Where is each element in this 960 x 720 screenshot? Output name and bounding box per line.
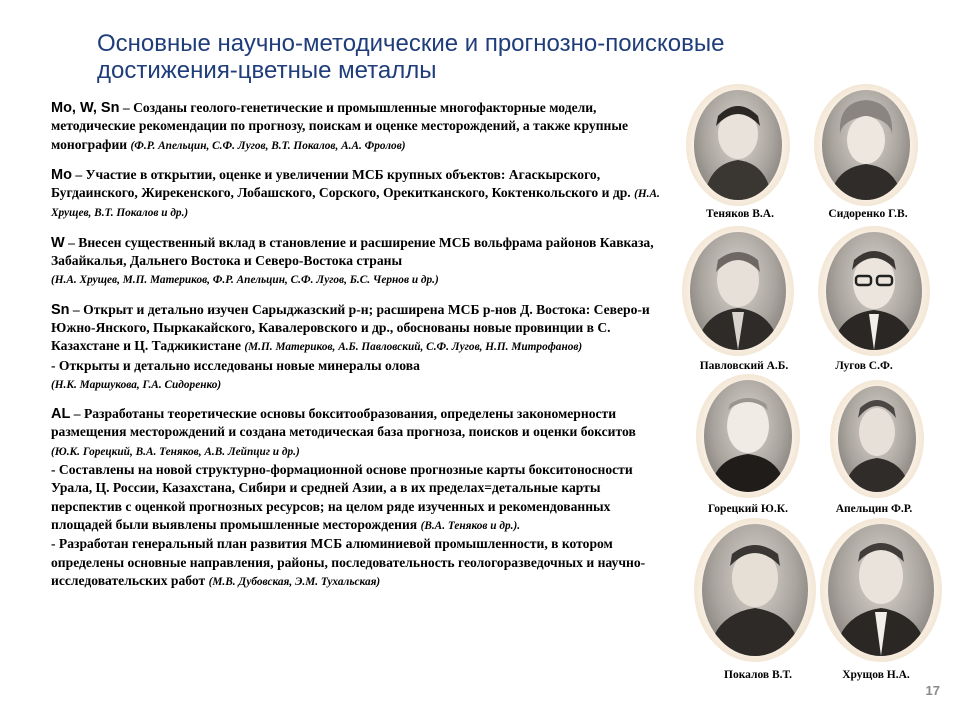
portrait-caption: Лугов С.Ф.: [835, 360, 893, 372]
block-text: – Открыт и детально изучен Сарыджазский р-н; расширена МСБ р-нов Д. Востока: Северо-и Южно-Янского, Пыркакайского, Кавалеровского и др., обоснованы новые провинции в С. Казахстане и Ц. Таджикистане: [51, 301, 650, 354]
block-tag: Mo, W, Sn: [51, 100, 120, 116]
content-area: [51, 99, 673, 602]
block-mo: [51, 166, 673, 223]
block-authors: (Ф.Р. Апельцин, С.Ф. Лугов, В.Т. Покалов, А.А. Фролов): [130, 139, 406, 152]
portrait-photo: [838, 386, 916, 492]
block-authors-2: (Н.К. Маршукова, Г.А. Сидоренко): [51, 378, 222, 391]
portrait-photo: [822, 90, 910, 200]
block-authors-2: (В.А. Теняков и др.).: [420, 519, 521, 532]
block-authors-3: (М.В. Дубовская, Э.М. Тухальская): [208, 575, 381, 588]
portrait-photo: [702, 524, 808, 656]
portrait-caption: Покалов В.Т.: [724, 669, 792, 681]
portrait-photo: [826, 232, 922, 350]
block-tag: Sn: [51, 301, 70, 318]
block-text-2: - Открыты и детально исследованы новые минералы олова: [51, 357, 420, 373]
block-tag: W: [51, 234, 65, 251]
block-text: – Внесен существенный вклад в становление и расширение МСБ вольфрама районов Кавказа, Забайкалья, Дальнего Востока и Северо-Востока страны: [51, 234, 654, 269]
page-title-line-1: Основные научно-методические и прогнозно-поисковые: [97, 30, 725, 57]
block-tag: AL: [51, 406, 71, 423]
block-w: [51, 234, 673, 290]
portrait-photo: [694, 90, 782, 200]
page-number: 17: [925, 683, 940, 698]
portrait-caption: Сидоренко Г.В.: [828, 208, 908, 220]
page-title-line-2: достижения-цветные металлы: [97, 57, 437, 84]
page-title: [97, 30, 857, 84]
portrait-photo: [690, 232, 786, 350]
block-text-3: - Разработан генеральный план развития МСБ алюминиевой промышленности, в котором определены основные направления, районы, последовательность геологоразведочных и научно-исследовательских работ: [51, 536, 646, 588]
portrait-caption: Павловский А.Б.: [699, 360, 789, 372]
portrait-caption: Горецкий Ю.К.: [708, 503, 788, 515]
block-al: [51, 405, 673, 591]
block-authors: (Н.А. Хрущев, В.Т. Покалов и др.): [51, 188, 660, 220]
block-text: – Участие в открытии, оценке и увеличении МСБ крупных объектов: Агаскырского, Бугдаинского, Жирекенского, Лобашского, Сорского, Орекитканского, Коктенкольского и др.: [51, 166, 635, 201]
block-authors: (Н.А. Хрущев, М.П. Материков, Ф.Р. Апельцин, С.Ф. Лугов, Б.С. Чернов и др.): [51, 274, 439, 287]
portrait-caption: Хрущов Н.А.: [842, 669, 910, 681]
portrait-photo: [828, 524, 934, 656]
block-sn: [51, 301, 673, 394]
block-text-2: - Составлены на новой структурно-формационной основе прогнозные карты бокситоносности Урала, Ц. России, Казахстана, Сибири и средней Азии, а в их пределах=детальные карты перспектив с оценкой прогнозных ресурсов; на целом ряде изученных и рекомендованных площадей были выявлены промышленные месторождения: [51, 462, 633, 532]
block-mo-w-sn: [51, 99, 673, 155]
block-text: – Разработаны теоретические основы бокситообразования, определены закономерности размещения месторождений и создана методическая база прогноза, поисков и оценки бокситов: [51, 406, 636, 440]
block-authors: (М.П. Материков, А.Б. Павловский, С.Ф. Лугов, Н.П. Митрофанов): [244, 341, 583, 354]
portrait-caption: Апельцин Ф.Р.: [835, 503, 913, 515]
block-authors: (Ю.К. Горецкий, В.А. Теняков, А.В. Лейпциг и др.): [51, 445, 300, 458]
block-tag: Mo: [51, 166, 72, 183]
portrait-caption: Теняков В.А.: [706, 208, 774, 220]
block-text: – Созданы геолого-генетические и промышленные многофакторные модели, методические рекомендации по прогнозу, поискам и оценке месторождений, а также крупные монографии: [51, 100, 629, 152]
portrait-photo: [704, 380, 792, 492]
